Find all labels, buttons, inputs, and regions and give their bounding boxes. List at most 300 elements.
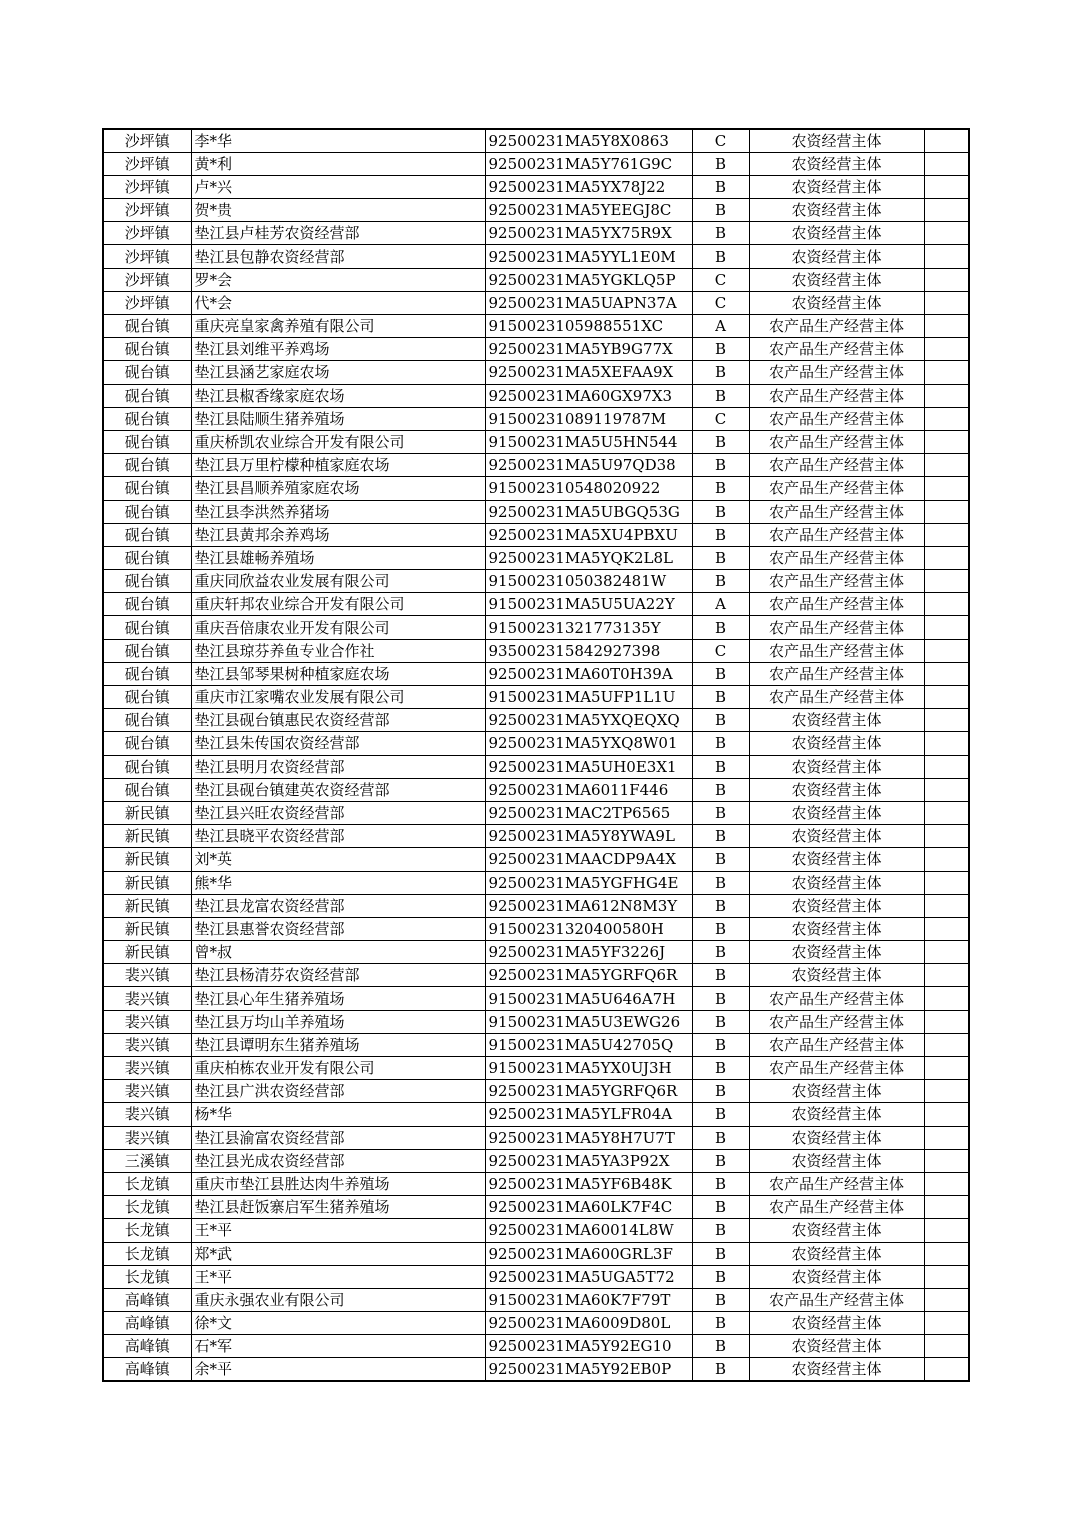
credit-table: [102, 128, 970, 1382]
credit-code-cell: 915002310548020922: [485, 477, 692, 500]
empty-cell: [924, 639, 969, 662]
grade-cell: B: [692, 662, 749, 685]
grade-cell: B: [692, 825, 749, 848]
entity-type-cell: 农资经营主体: [749, 129, 924, 152]
entity-type-cell: 农资经营主体: [749, 801, 924, 824]
grade-cell: B: [692, 871, 749, 894]
credit-code-cell: 92500231MA5YF3226J: [485, 941, 692, 964]
table-row: [103, 245, 969, 268]
town-cell: 砚台镇: [103, 616, 191, 639]
town-cell: 砚台镇: [103, 778, 191, 801]
grade-cell: B: [692, 1219, 749, 1242]
grade-cell: B: [692, 454, 749, 477]
entity-type-cell: 农资经营主体: [749, 709, 924, 732]
entity-type-cell: 农资经营主体: [749, 825, 924, 848]
entity-name-cell: 垫江县惠誉农资经营部: [191, 917, 485, 940]
entity-type-cell: 农资经营主体: [749, 755, 924, 778]
grade-cell: B: [692, 1312, 749, 1335]
table-row: [103, 987, 969, 1010]
entity-name-cell: 垫江县万里柠檬种植家庭农场: [191, 454, 485, 477]
entity-type-cell: 农产品生产经营主体: [749, 1288, 924, 1311]
credit-code-cell: 92500231MA5UH0E3X1: [485, 755, 692, 778]
entity-name-cell: 垫江县卢桂芳农资经营部: [191, 222, 485, 245]
table-row: [103, 523, 969, 546]
empty-cell: [924, 848, 969, 871]
entity-name-cell: 垫江县赶饭寨启军生猪养殖场: [191, 1196, 485, 1219]
grade-cell: B: [692, 1358, 749, 1381]
entity-type-cell: 农资经营主体: [749, 1126, 924, 1149]
town-cell: 新民镇: [103, 848, 191, 871]
entity-name-cell: 卢*兴: [191, 175, 485, 198]
entity-name-cell: 重庆永强农业有限公司: [191, 1288, 485, 1311]
town-cell: 砚台镇: [103, 570, 191, 593]
empty-cell: [924, 1358, 969, 1381]
entity-type-cell: 农产品生产经营主体: [749, 523, 924, 546]
credit-code-cell: 92500231MA5YX78J22: [485, 175, 692, 198]
credit-code-cell: 92500231MA5UAPN37A: [485, 291, 692, 314]
table-row: [103, 801, 969, 824]
entity-type-cell: 农资经营主体: [749, 175, 924, 198]
entity-name-cell: 代*会: [191, 291, 485, 314]
grade-cell: B: [692, 686, 749, 709]
town-cell: 沙坪镇: [103, 268, 191, 291]
entity-name-cell: 垫江县雄畅养殖场: [191, 546, 485, 569]
empty-cell: [924, 616, 969, 639]
credit-code-cell: 92500231MA5Y92EG10: [485, 1335, 692, 1358]
empty-cell: [924, 825, 969, 848]
empty-cell: [924, 1126, 969, 1149]
grade-cell: B: [692, 199, 749, 222]
entity-name-cell: 垫江县朱传国农资经营部: [191, 732, 485, 755]
empty-cell: [924, 430, 969, 453]
credit-code-cell: 92500231MA5UGA5T72: [485, 1265, 692, 1288]
credit-code-cell: 92500231MA6011F446: [485, 778, 692, 801]
town-cell: 新民镇: [103, 941, 191, 964]
entity-name-cell: 李*华: [191, 129, 485, 152]
town-cell: 砚台镇: [103, 454, 191, 477]
town-cell: 沙坪镇: [103, 152, 191, 175]
town-cell: 砚台镇: [103, 477, 191, 500]
entity-name-cell: 贺*贵: [191, 199, 485, 222]
table-body: [103, 129, 969, 1381]
credit-code-cell: 92500231MA5UBGQ53G: [485, 500, 692, 523]
credit-code-cell: 92500231MA5YGKLQ5P: [485, 268, 692, 291]
empty-cell: [924, 732, 969, 755]
entity-type-cell: 农资经营主体: [749, 1312, 924, 1335]
empty-cell: [924, 917, 969, 940]
town-cell: 新民镇: [103, 917, 191, 940]
credit-code-cell: 92500231MA5YF6B48K: [485, 1172, 692, 1195]
empty-cell: [924, 199, 969, 222]
table-row: [103, 129, 969, 152]
entity-name-cell: 王*平: [191, 1219, 485, 1242]
entity-type-cell: 农产品生产经营主体: [749, 662, 924, 685]
table-row: [103, 1242, 969, 1265]
entity-name-cell: 垫江县晓平农资经营部: [191, 825, 485, 848]
entity-name-cell: 杨*华: [191, 1103, 485, 1126]
table-row: [103, 315, 969, 338]
entity-type-cell: 农资经营主体: [749, 1219, 924, 1242]
grade-cell: B: [692, 175, 749, 198]
grade-cell: A: [692, 315, 749, 338]
entity-name-cell: 垫江县陆顺生猪养殖场: [191, 407, 485, 430]
grade-cell: B: [692, 801, 749, 824]
entity-type-cell: 农资经营主体: [749, 848, 924, 871]
entity-type-cell: 农资经营主体: [749, 199, 924, 222]
town-cell: 长龙镇: [103, 1196, 191, 1219]
town-cell: 砚台镇: [103, 546, 191, 569]
entity-type-cell: 农资经营主体: [749, 1149, 924, 1172]
credit-code-cell: 92500231MA60T0H39A: [485, 662, 692, 685]
grade-cell: B: [692, 1103, 749, 1126]
entity-name-cell: 曾*叔: [191, 941, 485, 964]
empty-cell: [924, 291, 969, 314]
table-row: [103, 454, 969, 477]
entity-name-cell: 石*军: [191, 1335, 485, 1358]
credit-code-cell: 92500231MA5YB9G77X: [485, 338, 692, 361]
grade-cell: B: [692, 778, 749, 801]
empty-cell: [924, 175, 969, 198]
grade-cell: B: [692, 848, 749, 871]
credit-code-cell: 91500231MA5U646A7H: [485, 987, 692, 1010]
grade-cell: B: [692, 1172, 749, 1195]
town-cell: 裴兴镇: [103, 987, 191, 1010]
town-cell: 砚台镇: [103, 593, 191, 616]
empty-cell: [924, 964, 969, 987]
grade-cell: B: [692, 523, 749, 546]
entity-name-cell: 垫江县砚台镇惠民农资经营部: [191, 709, 485, 732]
table-row: [103, 1172, 969, 1195]
empty-cell: [924, 1335, 969, 1358]
entity-type-cell: 农资经营主体: [749, 732, 924, 755]
empty-cell: [924, 1312, 969, 1335]
grade-cell: C: [692, 407, 749, 430]
table-row: [103, 1057, 969, 1080]
grade-cell: B: [692, 222, 749, 245]
entity-type-cell: 农产品生产经营主体: [749, 686, 924, 709]
credit-code-cell: 91500231MA5UFP1L1U: [485, 686, 692, 709]
entity-type-cell: 农资经营主体: [749, 1335, 924, 1358]
credit-code-cell: 91500231MA5U3EWG26: [485, 1010, 692, 1033]
empty-cell: [924, 338, 969, 361]
grade-cell: B: [692, 1080, 749, 1103]
entity-type-cell: 农资经营主体: [749, 1358, 924, 1381]
entity-type-cell: 农产品生产经营主体: [749, 1057, 924, 1080]
credit-code-cell: 92500231MA5Y8YWA9L: [485, 825, 692, 848]
empty-cell: [924, 500, 969, 523]
grade-cell: B: [692, 500, 749, 523]
empty-cell: [924, 546, 969, 569]
empty-cell: [924, 1010, 969, 1033]
credit-code-cell: 92500231MA5YXQ8W01: [485, 732, 692, 755]
credit-code-cell: 91500231320400580H: [485, 917, 692, 940]
credit-code-cell: 91500231MA5U5UA22Y: [485, 593, 692, 616]
entity-type-cell: 农产品生产经营主体: [749, 1196, 924, 1219]
town-cell: 砚台镇: [103, 384, 191, 407]
grade-cell: B: [692, 361, 749, 384]
entity-type-cell: 农资经营主体: [749, 964, 924, 987]
entity-name-cell: 垫江县万均山羊养殖场: [191, 1010, 485, 1033]
table-row: [103, 291, 969, 314]
table-row: [103, 477, 969, 500]
grade-cell: B: [692, 152, 749, 175]
town-cell: 沙坪镇: [103, 129, 191, 152]
empty-cell: [924, 129, 969, 152]
table-row: [103, 917, 969, 940]
grade-cell: B: [692, 338, 749, 361]
entity-name-cell: 垫江县昌顺养殖家庭农场: [191, 477, 485, 500]
town-cell: 新民镇: [103, 871, 191, 894]
credit-code-cell: 92500231MA600GRL3F: [485, 1242, 692, 1265]
empty-cell: [924, 570, 969, 593]
entity-type-cell: 农产品生产经营主体: [749, 546, 924, 569]
credit-code-cell: 92500231MA5U97QD38: [485, 454, 692, 477]
table-row: [103, 1033, 969, 1056]
credit-code-cell: 92500231MAACDP9A4X: [485, 848, 692, 871]
town-cell: 裴兴镇: [103, 1103, 191, 1126]
empty-cell: [924, 384, 969, 407]
empty-cell: [924, 152, 969, 175]
table-row: [103, 662, 969, 685]
table-row: [103, 1080, 969, 1103]
grade-cell: B: [692, 917, 749, 940]
table-row: [103, 686, 969, 709]
empty-cell: [924, 1033, 969, 1056]
entity-name-cell: 垫江县琼芬养鱼专业合作社: [191, 639, 485, 662]
table-row: [103, 894, 969, 917]
grade-cell: B: [692, 245, 749, 268]
grade-cell: B: [692, 941, 749, 964]
town-cell: 高峰镇: [103, 1358, 191, 1381]
town-cell: 新民镇: [103, 825, 191, 848]
entity-type-cell: 农资经营主体: [749, 1265, 924, 1288]
entity-name-cell: 垫江县心年生猪养殖场: [191, 987, 485, 1010]
entity-name-cell: 垫江县李洪然养猪场: [191, 500, 485, 523]
town-cell: 砚台镇: [103, 361, 191, 384]
table-row: [103, 430, 969, 453]
entity-name-cell: 垫江县邹琴果树种植家庭农场: [191, 662, 485, 685]
table-row: [103, 199, 969, 222]
table-row: [103, 616, 969, 639]
entity-name-cell: 垫江县谭明东生猪养殖场: [191, 1033, 485, 1056]
credit-code-cell: 92500231MA612N8M3Y: [485, 894, 692, 917]
entity-name-cell: 重庆市江家嘴农业发展有限公司: [191, 686, 485, 709]
table-row: [103, 1103, 969, 1126]
table-row: [103, 152, 969, 175]
empty-cell: [924, 755, 969, 778]
entity-name-cell: 垫江县黄邦余养鸡场: [191, 523, 485, 546]
empty-cell: [924, 1288, 969, 1311]
table-row: [103, 384, 969, 407]
table-row: [103, 268, 969, 291]
entity-name-cell: 黄*利: [191, 152, 485, 175]
entity-name-cell: 重庆桥凯农业综合开发有限公司: [191, 430, 485, 453]
grade-cell: B: [692, 384, 749, 407]
entity-name-cell: 垫江县椒香缘家庭农场: [191, 384, 485, 407]
credit-code-cell: 92500231MA60GX97X3: [485, 384, 692, 407]
grade-cell: B: [692, 1149, 749, 1172]
town-cell: 长龙镇: [103, 1219, 191, 1242]
grade-cell: B: [692, 1126, 749, 1149]
town-cell: 长龙镇: [103, 1242, 191, 1265]
town-cell: 沙坪镇: [103, 199, 191, 222]
entity-type-cell: 农产品生产经营主体: [749, 1010, 924, 1033]
town-cell: 长龙镇: [103, 1265, 191, 1288]
empty-cell: [924, 222, 969, 245]
town-cell: 砚台镇: [103, 523, 191, 546]
grade-cell: C: [692, 639, 749, 662]
entity-type-cell: 农产品生产经营主体: [749, 338, 924, 361]
credit-code-cell: 92500231MA5YGFHG4E: [485, 871, 692, 894]
empty-cell: [924, 407, 969, 430]
entity-name-cell: 垫江县砚台镇建英农资经营部: [191, 778, 485, 801]
empty-cell: [924, 709, 969, 732]
entity-name-cell: 熊*华: [191, 871, 485, 894]
town-cell: 新民镇: [103, 801, 191, 824]
credit-code-cell: 92500231MA5YGRFQ6R: [485, 964, 692, 987]
table-row: [103, 639, 969, 662]
credit-code-cell: 92500231MA5YLFR04A: [485, 1103, 692, 1126]
entity-type-cell: 农产品生产经营主体: [749, 454, 924, 477]
entity-name-cell: 垫江县渝富农资经营部: [191, 1126, 485, 1149]
empty-cell: [924, 315, 969, 338]
entity-type-cell: 农产品生产经营主体: [749, 639, 924, 662]
empty-cell: [924, 593, 969, 616]
entity-type-cell: 农产品生产经营主体: [749, 361, 924, 384]
grade-cell: A: [692, 593, 749, 616]
entity-name-cell: 垫江县杨清芬农资经营部: [191, 964, 485, 987]
town-cell: 三溪镇: [103, 1149, 191, 1172]
table-row: [103, 1149, 969, 1172]
empty-cell: [924, 1149, 969, 1172]
empty-cell: [924, 1172, 969, 1195]
empty-cell: [924, 686, 969, 709]
entity-type-cell: 农资经营主体: [749, 778, 924, 801]
town-cell: 高峰镇: [103, 1335, 191, 1358]
credit-code-cell: 92500231MAC2TP6565: [485, 801, 692, 824]
town-cell: 裴兴镇: [103, 1057, 191, 1080]
credit-code-cell: 92500231MA5YX75R9X: [485, 222, 692, 245]
town-cell: 砚台镇: [103, 430, 191, 453]
table-row: [103, 941, 969, 964]
empty-cell: [924, 1242, 969, 1265]
table-row: [103, 778, 969, 801]
town-cell: 砚台镇: [103, 732, 191, 755]
table-row: [103, 570, 969, 593]
empty-cell: [924, 1080, 969, 1103]
town-cell: 砚台镇: [103, 338, 191, 361]
empty-cell: [924, 245, 969, 268]
grade-cell: B: [692, 1033, 749, 1056]
empty-cell: [924, 987, 969, 1010]
town-cell: 长龙镇: [103, 1172, 191, 1195]
credit-code-cell: 92500231MA5Y92EB0P: [485, 1358, 692, 1381]
table-row: [103, 1010, 969, 1033]
entity-name-cell: 垫江县涵艺家庭农场: [191, 361, 485, 384]
credit-code-cell: 92500231MA5YYL1E0M: [485, 245, 692, 268]
credit-code-cell: 91500231MA5U42705Q: [485, 1033, 692, 1056]
empty-cell: [924, 268, 969, 291]
empty-cell: [924, 361, 969, 384]
empty-cell: [924, 871, 969, 894]
table-row: [103, 848, 969, 871]
entity-type-cell: 农产品生产经营主体: [749, 987, 924, 1010]
credit-code-cell: 91500231089119787M: [485, 407, 692, 430]
grade-cell: B: [692, 1288, 749, 1311]
entity-type-cell: 农资经营主体: [749, 222, 924, 245]
credit-code-cell: 91500231MA5YX0UJ3H: [485, 1057, 692, 1080]
town-cell: 裴兴镇: [103, 1010, 191, 1033]
town-cell: 新民镇: [103, 894, 191, 917]
town-cell: 裴兴镇: [103, 964, 191, 987]
entity-type-cell: 农资经营主体: [749, 268, 924, 291]
empty-cell: [924, 1219, 969, 1242]
credit-code-cell: 92500231MA6009D80L: [485, 1312, 692, 1335]
entity-type-cell: 农资经营主体: [749, 917, 924, 940]
town-cell: 砚台镇: [103, 662, 191, 685]
grade-cell: B: [692, 894, 749, 917]
town-cell: 沙坪镇: [103, 245, 191, 268]
empty-cell: [924, 801, 969, 824]
entity-type-cell: 农产品生产经营主体: [749, 593, 924, 616]
town-cell: 裴兴镇: [103, 1033, 191, 1056]
credit-code-cell: 92500231MA5YA3P92X: [485, 1149, 692, 1172]
grade-cell: B: [692, 964, 749, 987]
entity-type-cell: 农产品生产经营主体: [749, 616, 924, 639]
entity-name-cell: 罗*会: [191, 268, 485, 291]
table-row: [103, 1219, 969, 1242]
entity-name-cell: 重庆吾倍康农业开发有限公司: [191, 616, 485, 639]
entity-type-cell: 农产品生产经营主体: [749, 500, 924, 523]
entity-type-cell: 农资经营主体: [749, 245, 924, 268]
grade-cell: C: [692, 291, 749, 314]
table-row: [103, 338, 969, 361]
grade-cell: C: [692, 268, 749, 291]
entity-name-cell: 徐*文: [191, 1312, 485, 1335]
town-cell: 砚台镇: [103, 686, 191, 709]
town-cell: 高峰镇: [103, 1288, 191, 1311]
town-cell: 砚台镇: [103, 500, 191, 523]
empty-cell: [924, 778, 969, 801]
entity-name-cell: 垫江县广洪农资经营部: [191, 1080, 485, 1103]
empty-cell: [924, 523, 969, 546]
entity-name-cell: 重庆亮皇家禽养殖有限公司: [191, 315, 485, 338]
credit-code-cell: 92500231MA5YGRFQ6R: [485, 1080, 692, 1103]
grade-cell: B: [692, 755, 749, 778]
table-row: [103, 732, 969, 755]
grade-cell: B: [692, 1010, 749, 1033]
entity-name-cell: 重庆同欣益农业发展有限公司: [191, 570, 485, 593]
table-row: [103, 593, 969, 616]
town-cell: 沙坪镇: [103, 291, 191, 314]
table-row: [103, 1358, 969, 1381]
table-row: [103, 1126, 969, 1149]
empty-cell: [924, 454, 969, 477]
grade-cell: B: [692, 1057, 749, 1080]
entity-name-cell: 垫江县刘维平养鸡场: [191, 338, 485, 361]
credit-code-cell: 935002315842927398: [485, 639, 692, 662]
entity-type-cell: 农产品生产经营主体: [749, 570, 924, 593]
grade-cell: B: [692, 1265, 749, 1288]
entity-name-cell: 垫江县包静农资经营部: [191, 245, 485, 268]
credit-code-cell: 91500231050382481W: [485, 570, 692, 593]
entity-name-cell: 郑*武: [191, 1242, 485, 1265]
town-cell: 沙坪镇: [103, 222, 191, 245]
entity-type-cell: 农资经营主体: [749, 1080, 924, 1103]
entity-type-cell: 农资经营主体: [749, 1242, 924, 1265]
credit-code-cell: 91500231MA5U5HN544: [485, 430, 692, 453]
entity-type-cell: 农资经营主体: [749, 941, 924, 964]
